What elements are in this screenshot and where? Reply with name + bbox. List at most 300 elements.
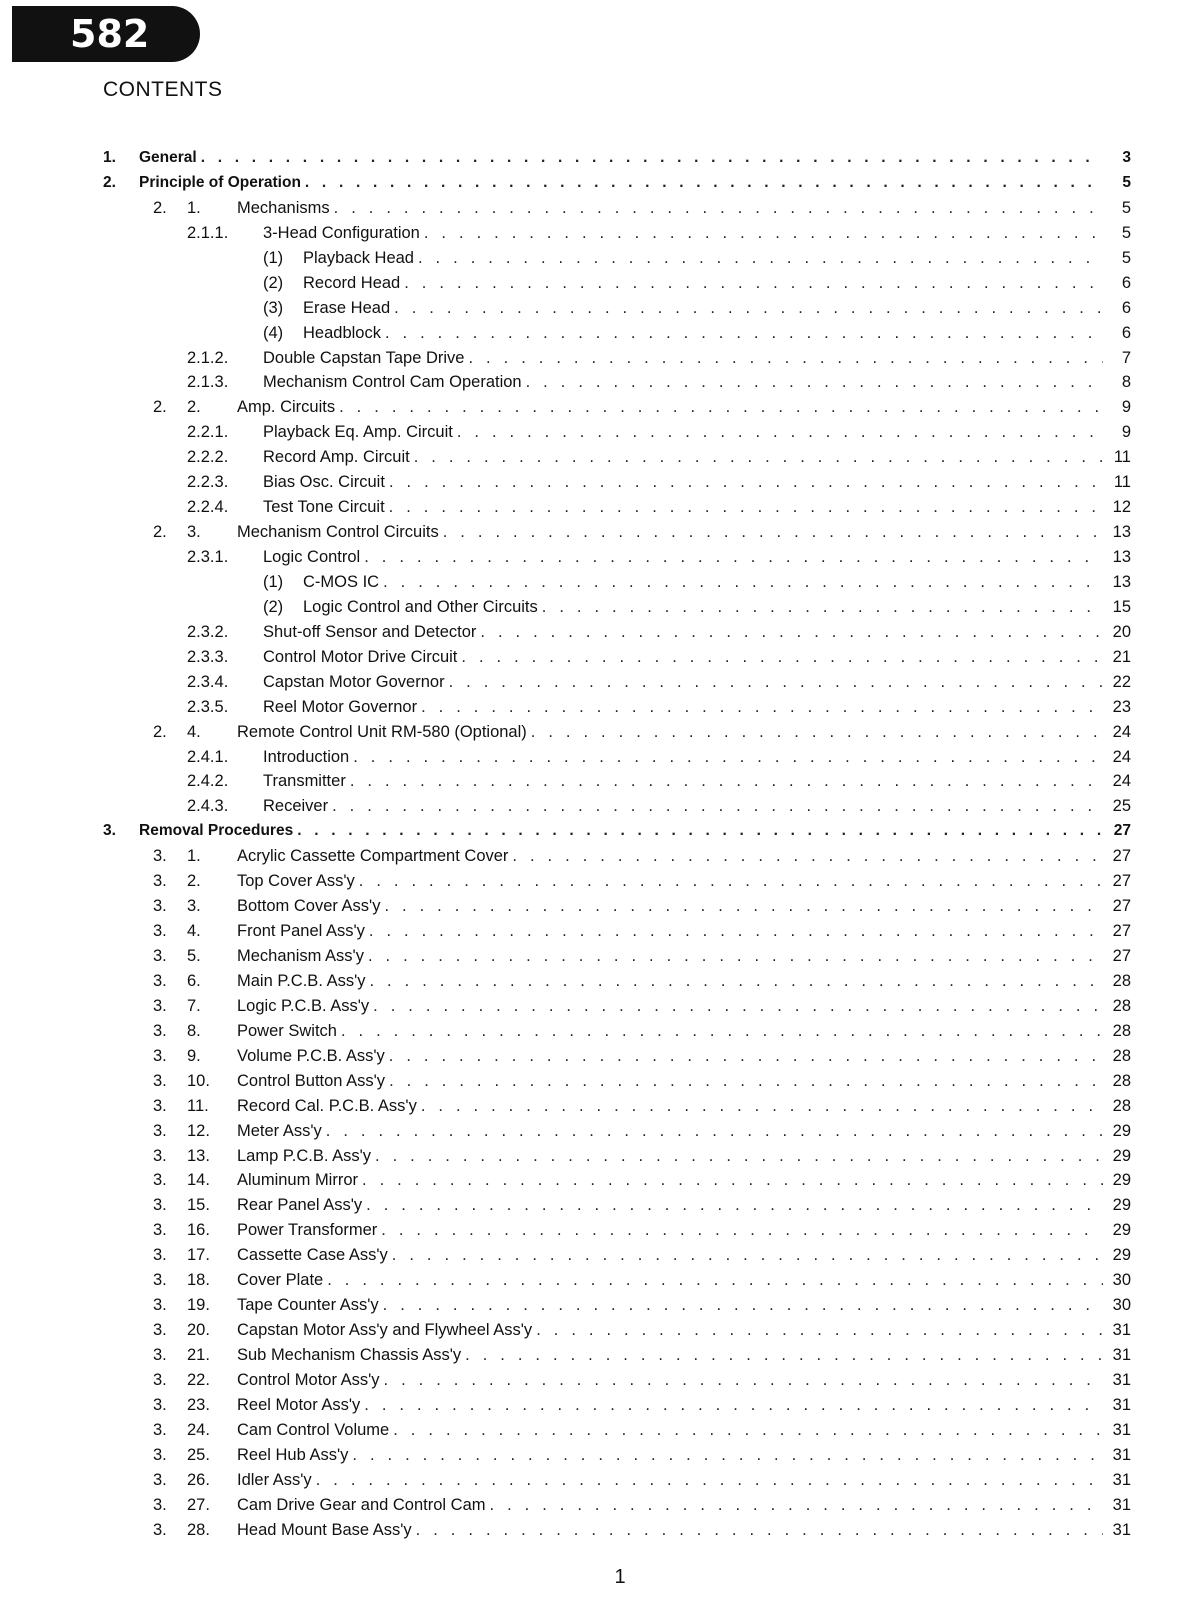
dot-leader: [392, 1243, 1103, 1268]
dot-leader: [393, 1418, 1103, 1443]
dot-leader: [385, 321, 1103, 346]
toc-entry: [103, 1368, 1131, 1393]
toc-subsection-number: 3.: [187, 897, 201, 916]
toc-entry-title: Logic Control: [263, 548, 361, 566]
toc-subsection-number: 4.: [187, 922, 201, 941]
toc-section-number: 3.: [153, 1370, 167, 1389]
dot-leader: [421, 1094, 1103, 1119]
toc-page-number: 12: [1112, 498, 1131, 517]
toc-subsection-number: 15.: [187, 1196, 210, 1215]
dot-leader: [542, 595, 1103, 620]
toc-subsection-number: 5.: [187, 947, 201, 965]
toc-entry-title: Main P.C.B. Ass'y: [237, 971, 366, 990]
toc-entry: [103, 720, 1131, 745]
toc-section-number: 3.: [153, 1146, 167, 1165]
toc-page-number: 30: [1112, 1296, 1131, 1315]
dot-leader: [332, 794, 1103, 819]
toc-section-number: 3.: [153, 1071, 167, 1090]
dot-leader: [490, 1493, 1104, 1518]
toc-entry-title: Playback Head: [303, 248, 414, 267]
toc-section-number: 2.4.3.: [187, 797, 229, 816]
toc-section-number: 2.3.4.: [187, 672, 229, 691]
toc-entry: [103, 570, 1131, 595]
toc-subsection-number: 18.: [187, 1271, 210, 1290]
toc-page-number: 5: [1121, 248, 1131, 267]
dot-leader: [350, 769, 1103, 794]
toc-section-number: 3.: [153, 1420, 167, 1439]
toc-entry-title: Power Switch: [237, 1021, 337, 1040]
toc-page-number: 6: [1121, 273, 1131, 292]
toc-entry: [103, 944, 1131, 969]
model-number-tab: 582: [12, 6, 200, 62]
toc-section-number: 3.: [153, 1470, 167, 1489]
toc-section-number: 2.1.1.: [187, 223, 229, 242]
toc-entry: [103, 346, 1131, 371]
table-of-contents: [103, 146, 1131, 1543]
dot-leader: [369, 919, 1103, 944]
dot-leader: [384, 1368, 1103, 1393]
toc-entry-title: Acrylic Cassette Compartment Cover: [237, 847, 509, 866]
toc-page-number: 27: [1112, 847, 1131, 866]
toc-page-number: 31: [1112, 1470, 1131, 1489]
toc-entry: [103, 146, 1131, 171]
toc-page-number: 6: [1121, 298, 1131, 317]
toc-section-number: 2.4.1.: [187, 747, 229, 766]
toc-entry-title: Head Mount Base Ass'y: [237, 1520, 412, 1539]
toc-section-number: 2.3.5.: [187, 697, 229, 716]
toc-section-number: (2): [263, 273, 284, 292]
toc-subsection-number: 17.: [187, 1246, 210, 1265]
toc-entry-title: Cassette Case Ass'y: [237, 1246, 388, 1265]
toc-section-number: 2.: [153, 198, 167, 217]
toc-subsection-number: 25.: [187, 1445, 210, 1464]
toc-page-number: 27: [1113, 822, 1131, 840]
dot-leader: [421, 695, 1103, 720]
toc-entry: [103, 1243, 1131, 1268]
toc-entry-title: Rear Panel Ass'y: [237, 1196, 363, 1215]
toc-section-number: 3.: [153, 1395, 167, 1414]
toc-entry: [103, 1418, 1131, 1443]
toc-page-number: 9: [1121, 423, 1131, 442]
toc-entry: [103, 1468, 1131, 1493]
dot-leader: [480, 620, 1103, 645]
toc-section-number: 3.: [153, 897, 167, 916]
dot-leader: [316, 1468, 1103, 1493]
toc-entry: [103, 769, 1131, 794]
toc-entry: [103, 1193, 1131, 1218]
dot-leader: [341, 1019, 1103, 1044]
toc-page-number: 5: [1121, 198, 1131, 217]
toc-entry-title: Erase Head: [303, 298, 391, 317]
toc-section-number: 3.: [153, 1021, 167, 1040]
toc-page-number: 31: [1112, 1370, 1131, 1389]
toc-page-number: 31: [1112, 1445, 1131, 1464]
toc-page-number: 11: [1113, 448, 1131, 467]
dot-leader: [326, 1119, 1103, 1144]
toc-section-number: 2.1.2.: [187, 348, 229, 367]
dot-leader: [359, 869, 1103, 894]
toc-section-number: 3.: [153, 1046, 167, 1065]
toc-entry-title: C-MOS IC: [303, 572, 380, 591]
toc-subsection-number: 21.: [187, 1346, 210, 1364]
toc-page-number: 25: [1112, 797, 1131, 816]
toc-entry: [103, 695, 1131, 720]
dot-leader: [468, 346, 1103, 371]
toc-section-number: 2.: [153, 523, 167, 542]
toc-entry-title: Reel Motor Ass'y: [237, 1395, 361, 1414]
dot-leader: [368, 944, 1103, 969]
toc-entry-title: Tape Counter Ass'y: [237, 1296, 379, 1315]
toc-entry-title: Transmitter: [263, 772, 346, 791]
toc-subsection-number: 10.: [187, 1071, 210, 1090]
toc-entry: [103, 969, 1131, 994]
toc-subsection-number: 4.: [187, 722, 201, 741]
toc-entry-title: Removal Procedures: [139, 822, 294, 840]
toc-page-number: 8: [1121, 373, 1131, 392]
dot-leader: [353, 745, 1103, 770]
toc-page-number: 28: [1112, 1046, 1131, 1065]
toc-subsection-number: 1.: [187, 198, 201, 217]
toc-page-number: 13: [1112, 548, 1131, 566]
toc-page-number: 28: [1112, 971, 1131, 990]
toc-section-number: (1): [263, 572, 284, 591]
toc-entry: [103, 919, 1131, 944]
toc-page-number: 15: [1112, 597, 1131, 616]
toc-entry: [103, 1094, 1131, 1119]
toc-entry: [103, 520, 1131, 545]
toc-entry: [103, 271, 1131, 296]
toc-page-number: 31: [1112, 1420, 1131, 1439]
toc-section-number: 3.: [153, 1520, 167, 1539]
toc-entry-title: Lamp P.C.B. Ass'y: [237, 1146, 371, 1165]
toc-entry-title: Front Panel Ass'y: [237, 922, 365, 941]
dot-leader: [364, 545, 1103, 570]
toc-entry-title: Bottom Cover Ass'y: [237, 897, 381, 916]
toc-entry: [103, 1019, 1131, 1044]
dot-leader: [362, 1168, 1103, 1193]
toc-section-number: 3.: [153, 1296, 167, 1315]
dot-leader: [389, 470, 1103, 495]
toc-section-number: 3.: [153, 922, 167, 941]
toc-entry-title: Reel Motor Governor: [263, 697, 418, 716]
toc-subsection-number: 7.: [187, 996, 201, 1015]
toc-subsection-number: 26.: [187, 1470, 210, 1489]
toc-entry-title: Record Cal. P.C.B. Ass'y: [237, 1096, 417, 1115]
dot-leader: [327, 1268, 1103, 1293]
toc-page-number: 28: [1112, 996, 1131, 1015]
toc-section-number: 2.2.3.: [187, 473, 229, 492]
toc-section-number: (4): [263, 323, 284, 342]
dot-leader: [334, 196, 1103, 221]
dot-leader: [383, 570, 1103, 595]
toc-section-number: 2.: [153, 398, 167, 417]
toc-section-number: 3.: [153, 847, 167, 866]
dot-leader: [424, 221, 1103, 246]
toc-page-number: 13: [1112, 572, 1131, 591]
toc-entry: [103, 1069, 1131, 1094]
toc-subsection-number: 24.: [187, 1420, 210, 1439]
toc-section-number: 3.: [153, 1196, 167, 1215]
toc-entry: [103, 670, 1131, 695]
toc-section-number: 2.: [103, 173, 116, 191]
toc-entry: [103, 321, 1131, 346]
toc-entry-title: Capstan Motor Governor: [263, 672, 445, 691]
toc-page-number: 23: [1112, 697, 1131, 716]
toc-subsection-number: 13.: [187, 1146, 210, 1165]
toc-page-number: 27: [1112, 922, 1131, 941]
dot-leader: [526, 370, 1103, 395]
toc-page-number: 28: [1112, 1096, 1131, 1115]
toc-page-number: 31: [1112, 1495, 1131, 1514]
toc-page-number: 27: [1112, 872, 1131, 891]
toc-subsection-number: 27.: [187, 1495, 210, 1514]
toc-entry: [103, 1393, 1131, 1418]
toc-subsection-number: 3.: [187, 523, 201, 542]
toc-entry-title: Headblock: [303, 323, 381, 342]
toc-entry-title: Receiver: [263, 797, 329, 816]
toc-page-number: 31: [1112, 1395, 1131, 1414]
toc-page-number: 30: [1112, 1271, 1131, 1290]
page-title: CONTENTS: [103, 78, 223, 101]
toc-entry-title: Mechanism Control Circuits: [237, 523, 439, 542]
toc-entry: [103, 1443, 1131, 1468]
toc-entry-title: Amp. Circuits: [237, 398, 336, 417]
toc-subsection-number: 8.: [187, 1021, 201, 1040]
toc-section-number: 2.: [153, 722, 167, 741]
toc-page-number: 21: [1112, 647, 1131, 666]
toc-entry: [103, 1044, 1131, 1069]
toc-section-number: 3.: [153, 947, 167, 965]
toc-entry: [103, 1493, 1131, 1518]
toc-page-number: 29: [1112, 1121, 1131, 1140]
toc-page-number: 9: [1121, 398, 1131, 417]
toc-page-number: 28: [1112, 1071, 1131, 1090]
dot-leader: [352, 1443, 1103, 1468]
toc-entry: [103, 1119, 1131, 1144]
toc-section-number: 3.: [153, 1346, 167, 1364]
dot-leader: [373, 994, 1103, 1019]
toc-entry-title: Sub Mechanism Chassis Ass'y: [237, 1346, 462, 1364]
toc-subsection-number: 12.: [187, 1121, 210, 1140]
toc-entry-title: Logic Control and Other Circuits: [303, 597, 538, 616]
toc-subsection-number: 20.: [187, 1321, 210, 1340]
toc-subsection-number: 14.: [187, 1171, 210, 1190]
toc-subsection-number: 11.: [187, 1096, 209, 1115]
toc-section-number: 2.3.3.: [187, 647, 229, 666]
toc-page-number: 5: [1122, 173, 1131, 191]
dot-leader: [416, 1518, 1103, 1543]
toc-page-number: 6: [1121, 323, 1131, 342]
toc-entry-title: Control Button Ass'y: [237, 1071, 386, 1090]
toc-entry: [103, 1144, 1131, 1169]
toc-entry: [103, 645, 1131, 670]
toc-entry: [103, 1518, 1131, 1543]
dot-leader: [457, 420, 1103, 445]
toc-section-number: 1.: [103, 149, 116, 166]
toc-entry: [103, 495, 1131, 520]
toc-entry-title: Capstan Motor Ass'y and Flywheel Ass'y: [237, 1321, 533, 1340]
toc-page-number: 29: [1112, 1246, 1131, 1265]
toc-section-number: 3.: [153, 1246, 167, 1265]
toc-entry: [103, 894, 1131, 919]
dot-leader: [389, 1044, 1103, 1069]
toc-page-number: 22: [1112, 672, 1131, 691]
dot-leader: [366, 1193, 1103, 1218]
dot-leader: [531, 720, 1103, 745]
toc-page-number: 5: [1121, 223, 1131, 242]
toc-page-number: 24: [1112, 722, 1131, 741]
toc-entry: [103, 994, 1131, 1019]
toc-page-number: 31: [1112, 1346, 1131, 1364]
toc-entry: [103, 620, 1131, 645]
toc-subsection-number: 1.: [187, 847, 201, 866]
toc-section-number: (3): [263, 298, 284, 317]
toc-page-number: 3: [1122, 149, 1131, 166]
toc-subsection-number: 9.: [187, 1046, 201, 1065]
toc-subsection-number: 22.: [187, 1370, 210, 1389]
dot-leader: [339, 395, 1103, 420]
toc-entry-title: Principle of Operation: [139, 173, 301, 191]
toc-entry-title: General: [139, 149, 197, 166]
toc-page-number: 24: [1112, 772, 1131, 791]
dot-leader: [389, 1069, 1103, 1094]
toc-entry: [103, 545, 1131, 570]
toc-page-number: 7: [1121, 348, 1131, 367]
toc-section-number: 3.: [153, 971, 167, 990]
toc-entry: [103, 370, 1131, 395]
toc-section-number: (1): [263, 248, 284, 267]
toc-entry-title: Power Transformer: [237, 1221, 378, 1240]
dot-leader: [297, 819, 1103, 844]
dot-leader: [375, 1144, 1103, 1169]
dot-leader: [418, 246, 1103, 271]
toc-section-number: 2.1.3.: [187, 373, 229, 392]
toc-page-number: 27: [1112, 897, 1131, 916]
toc-entry: [103, 869, 1131, 894]
toc-section-number: 3.: [153, 1495, 167, 1514]
toc-entry: [103, 420, 1131, 445]
toc-entry-title: Control Motor Drive Circuit: [263, 647, 458, 666]
toc-entry: [103, 445, 1131, 470]
dot-leader: [369, 969, 1103, 994]
toc-section-number: 2.2.4.: [187, 498, 229, 517]
toc-page-number: 20: [1112, 622, 1131, 641]
toc-section-number: 3.: [153, 996, 167, 1015]
dot-leader: [461, 645, 1103, 670]
toc-subsection-number: 16.: [187, 1221, 210, 1240]
toc-entry: [103, 395, 1131, 420]
toc-entry: [103, 745, 1131, 770]
dot-leader: [512, 844, 1103, 869]
toc-entry-title: Cam Drive Gear and Control Cam: [237, 1495, 486, 1514]
toc-section-number: 3.: [153, 1096, 167, 1115]
toc-page-number: 13: [1112, 523, 1131, 542]
page-number: 1: [614, 1566, 626, 1588]
toc-entry-title: Playback Eq. Amp. Circuit: [263, 423, 453, 442]
toc-entry-title: Logic P.C.B. Ass'y: [237, 996, 370, 1015]
toc-subsection-number: 6.: [187, 971, 201, 990]
toc-entry: [103, 1168, 1131, 1193]
toc-section-number: 3.: [153, 1445, 167, 1464]
dot-leader: [394, 296, 1103, 321]
toc-subsection-number: 19.: [187, 1296, 210, 1315]
toc-entry-title: Reel Hub Ass'y: [237, 1445, 349, 1464]
toc-entry-title: Double Capstan Tape Drive: [263, 348, 465, 367]
toc-subsection-number: 23.: [187, 1395, 210, 1414]
toc-entry: [103, 1318, 1131, 1343]
toc-entry-title: Bias Osc. Circuit: [263, 473, 385, 492]
toc-section-number: 3.: [153, 1271, 167, 1290]
toc-entry-title: Aluminum Mirror: [237, 1171, 359, 1190]
toc-section-number: 3.: [103, 822, 116, 840]
toc-section-number: 2.4.2.: [187, 772, 229, 791]
toc-subsection-number: 28.: [187, 1520, 210, 1539]
dot-leader: [201, 146, 1103, 171]
toc-subsection-number: 2.: [187, 872, 201, 891]
dot-leader: [384, 894, 1103, 919]
toc-entry-title: Record Head: [303, 273, 401, 292]
dot-leader: [404, 271, 1103, 296]
dot-leader: [465, 1343, 1103, 1368]
dot-leader: [305, 171, 1103, 196]
toc-entry: [103, 844, 1131, 869]
toc-page-number: 29: [1112, 1146, 1131, 1165]
toc-entry: [103, 1218, 1131, 1243]
toc-entry: [103, 1343, 1131, 1368]
dot-leader: [449, 670, 1103, 695]
toc-entry-title: Shut-off Sensor and Detector: [263, 622, 477, 641]
toc-entry: [103, 171, 1131, 196]
toc-section-number: 2.2.2.: [187, 448, 229, 467]
toc-entry: [103, 595, 1131, 620]
toc-section-number: 3.: [153, 1171, 167, 1190]
toc-page-number: 31: [1112, 1520, 1131, 1539]
toc-section-number: 3.: [153, 1121, 167, 1140]
toc-entry: [103, 196, 1131, 221]
toc-section-number: 3.: [153, 1321, 167, 1340]
toc-page-number: 29: [1112, 1171, 1131, 1190]
dot-leader: [381, 1218, 1103, 1243]
toc-page-number: 27: [1112, 947, 1131, 965]
dot-leader: [536, 1318, 1103, 1343]
toc-page-number: 28: [1112, 1021, 1131, 1040]
toc-entry-title: Cover Plate: [237, 1271, 324, 1290]
toc-entry-title: Meter Ass'y: [237, 1121, 322, 1140]
toc-entry: [103, 1268, 1131, 1293]
toc-section-number: 2.3.2.: [187, 622, 229, 641]
toc-page-number: 31: [1112, 1321, 1131, 1340]
toc-entry-title: Record Amp. Circuit: [263, 448, 410, 467]
toc-page-number: 24: [1112, 747, 1131, 766]
toc-entry-title: Mechanism Control Cam Operation: [263, 373, 522, 392]
toc-entry-title: Introduction: [263, 747, 350, 766]
toc-section-number: 2.2.1.: [187, 423, 229, 442]
toc-entry: [103, 1293, 1131, 1318]
dot-leader: [383, 1293, 1103, 1318]
toc-section-number: 3.: [153, 872, 167, 891]
toc-entry: [103, 221, 1131, 246]
dot-leader: [364, 1393, 1103, 1418]
toc-subsection-number: 2.: [187, 398, 201, 417]
toc-entry: [103, 246, 1131, 271]
toc-entry: [103, 470, 1131, 495]
toc-page-number: 29: [1112, 1196, 1131, 1215]
dot-leader: [414, 445, 1103, 470]
dot-leader: [389, 495, 1103, 520]
toc-entry: [103, 794, 1131, 819]
toc-entry-title: Mechanisms: [237, 198, 330, 217]
toc-entry-title: Volume P.C.B. Ass'y: [237, 1046, 385, 1065]
